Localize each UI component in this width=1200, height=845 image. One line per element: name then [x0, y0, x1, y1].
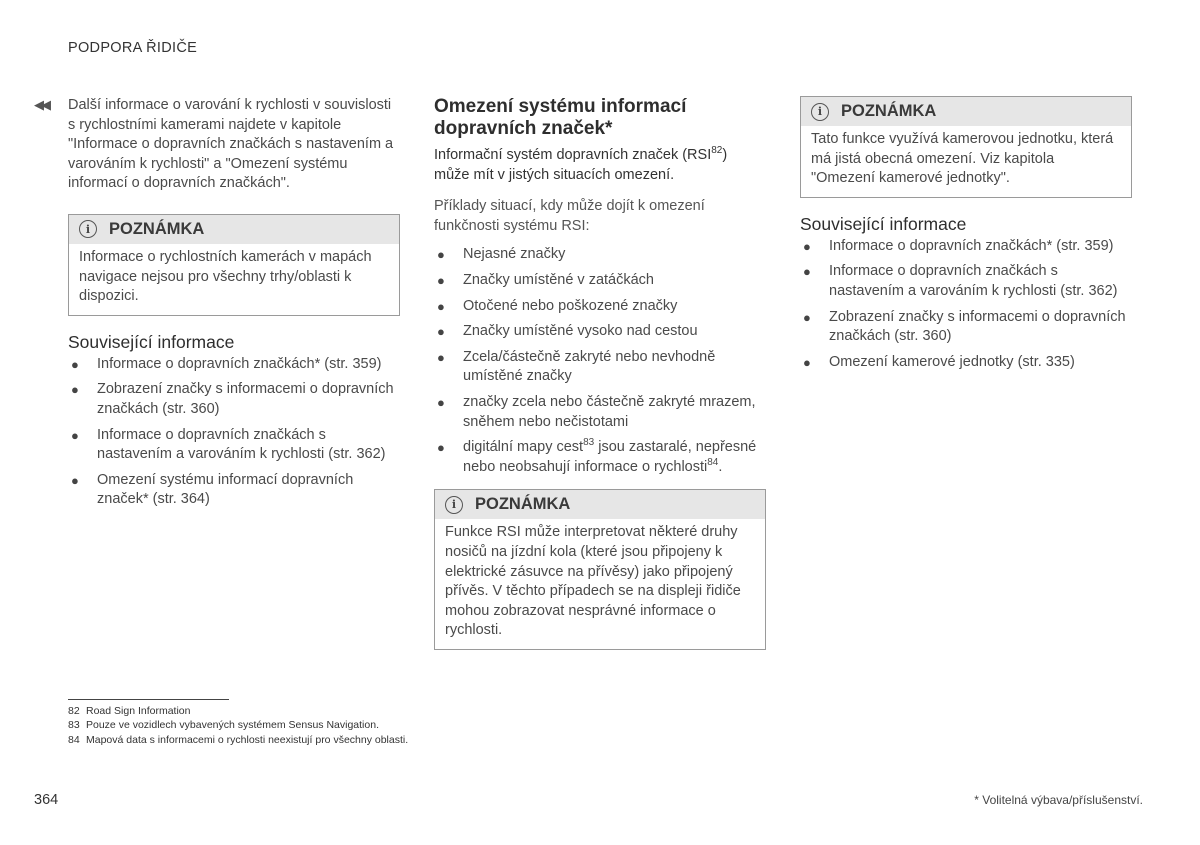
column-2 [434, 96, 766, 650]
note-header [435, 490, 765, 519]
related-link[interactable]: ● Zobrazení značky s informacemi o dopravních značkách (str. 360) [803, 308, 1126, 345]
info-icon: i [79, 220, 97, 238]
related-info-title: Související informace [68, 331, 235, 352]
bullet-icon: ● [803, 264, 811, 280]
footnote-ref-82[interactable]: 82 [711, 145, 723, 157]
section-header: PODPORA ŘIDIČE [68, 40, 198, 56]
bullet-icon: ● [71, 356, 79, 372]
related-link[interactable]: ● Informace o dopravních značkách* (str. 359) [800, 237, 1132, 257]
list-item: ● digitální mapy cest$^{83}$ jsou zastaralé, nepřesné nebo neobsahují informace o rychlosti$^{84}$. [437, 437, 757, 475]
bullet-icon: ● [71, 427, 79, 443]
list-item: ● značky zcela nebo částečně zakryté mrazem, sněhem nebo nečistotami [437, 393, 756, 430]
list-item: ● Zcela/částečně zakryté nebo nevhodně umístěné značky [437, 348, 716, 385]
related-info-list [800, 237, 1132, 373]
related-link[interactable]: ● Informace o dopravních značkách s nastavením a varováním k rychlosti (str. 362) [803, 263, 1118, 299]
related-info-title: Související informace [800, 213, 967, 234]
note-body: Funkce RSI může interpretovat některé druhy nosičů na jízdní kola (které jsou připojeny k elektrické zásuvce na přívěsy) jako připojený přívěs. V těchto případech se na displeji řidiče mohou zobrazovat nesprávné informace o rychlosti. [445, 524, 741, 639]
related-link[interactable]: ● Informace o dopravních značkách* (str. 359) [68, 355, 400, 375]
footnote: 84 Mapová data s informacemi o rychlosti neexistují pro všechny oblasti. [68, 733, 409, 746]
bullet-icon: ● [803, 309, 811, 325]
related-link[interactable]: ● Omezení kamerové jednotky (str. 335) [800, 353, 1132, 373]
bullet-icon: ● [437, 349, 445, 365]
info-icon: i [811, 103, 829, 121]
list-item: ● Nejasné značky [434, 245, 766, 265]
lead-paragraph: Informační systém dopravních značek (RSI$^{82}$) může mít v jistých situacích omezení. [434, 145, 728, 183]
note-box [434, 489, 766, 650]
list-item: ● Značky umístěné vysoko nad cestou [434, 322, 766, 342]
note-title: POZNÁMKA [109, 219, 205, 238]
bullet-icon: ● [437, 298, 445, 314]
examples-list [434, 245, 766, 477]
related-link[interactable]: ● Zobrazení značky s informacemi o dopravních značkách (str. 360) [71, 381, 394, 417]
note-box [800, 96, 1132, 198]
double-left-arrow-icon[interactable]: ◀◀ [34, 97, 48, 112]
intro-paragraph [34, 96, 400, 194]
info-icon: i [445, 496, 463, 514]
bullet-icon: ● [437, 247, 445, 263]
related-link[interactable]: ● Omezení systému informací dopravních značek* (str. 364) [71, 471, 354, 508]
note-body: Tato funkce využívá kamerovou jednotku, která má jistá obecná omezení. Viz kapitola "Omezení kamerové jednotky". [811, 131, 1114, 187]
footnotes [68, 704, 408, 747]
bullet-icon: ● [803, 238, 811, 254]
footnote: 82 Road Sign Information [68, 705, 191, 717]
footnote-divider [68, 699, 229, 700]
page-number: 364 [34, 792, 59, 808]
note-header [801, 97, 1131, 126]
footer-note: * Volitelná výbava/příslušenství. [974, 793, 1143, 807]
bullet-icon: ● [437, 394, 445, 410]
note-body: Informace o rychlostních kamerách v mapách navigace nejsou pro všechny trhy/oblasti k dispozici. [79, 248, 372, 305]
note-box [68, 214, 400, 316]
list-item: ● Otočené nebo poškozené značky [434, 297, 766, 317]
related-link[interactable]: ● Informace o dopravních značkách s nastavením a varováním k rychlosti (str. 362) [71, 426, 386, 463]
list-item: ● Značky umístěné v zatáčkách [434, 271, 766, 291]
bullet-icon: ● [437, 324, 445, 340]
footnote-ref-83[interactable]: 83 [583, 437, 595, 449]
note-header [69, 215, 399, 244]
footnote: 83 Pouze ve vozidlech vybavených systémem Sensus Navigation. [68, 719, 379, 732]
note-title: POZNÁMKA [475, 495, 571, 514]
bullet-icon: ● [437, 440, 445, 456]
bullet-icon: ● [437, 272, 445, 288]
column-1 [34, 96, 400, 516]
examples-intro: Příklady situací, kdy může dojít k omezení funkčnosti systému RSI: [434, 198, 705, 234]
note-title: POZNÁMKA [841, 102, 937, 120]
intro-text: Další informace o varování k rychlosti v souvislosti s rychlostními kamerami najdete v kapitole "Informace o dopravních značkách s nastavením a varováním k rychlosti" a "Omezení systému informací o dopravních značkách". [68, 97, 394, 192]
footnote-ref-84[interactable]: 84 [707, 456, 719, 468]
bullet-icon: ● [803, 354, 811, 370]
section-title: Omezení systému informací dopravních značek* [434, 96, 687, 139]
bullet-icon: ● [71, 472, 79, 488]
column-3 [800, 96, 1132, 378]
bullet-icon: ● [71, 382, 79, 398]
related-info-list [68, 355, 400, 510]
